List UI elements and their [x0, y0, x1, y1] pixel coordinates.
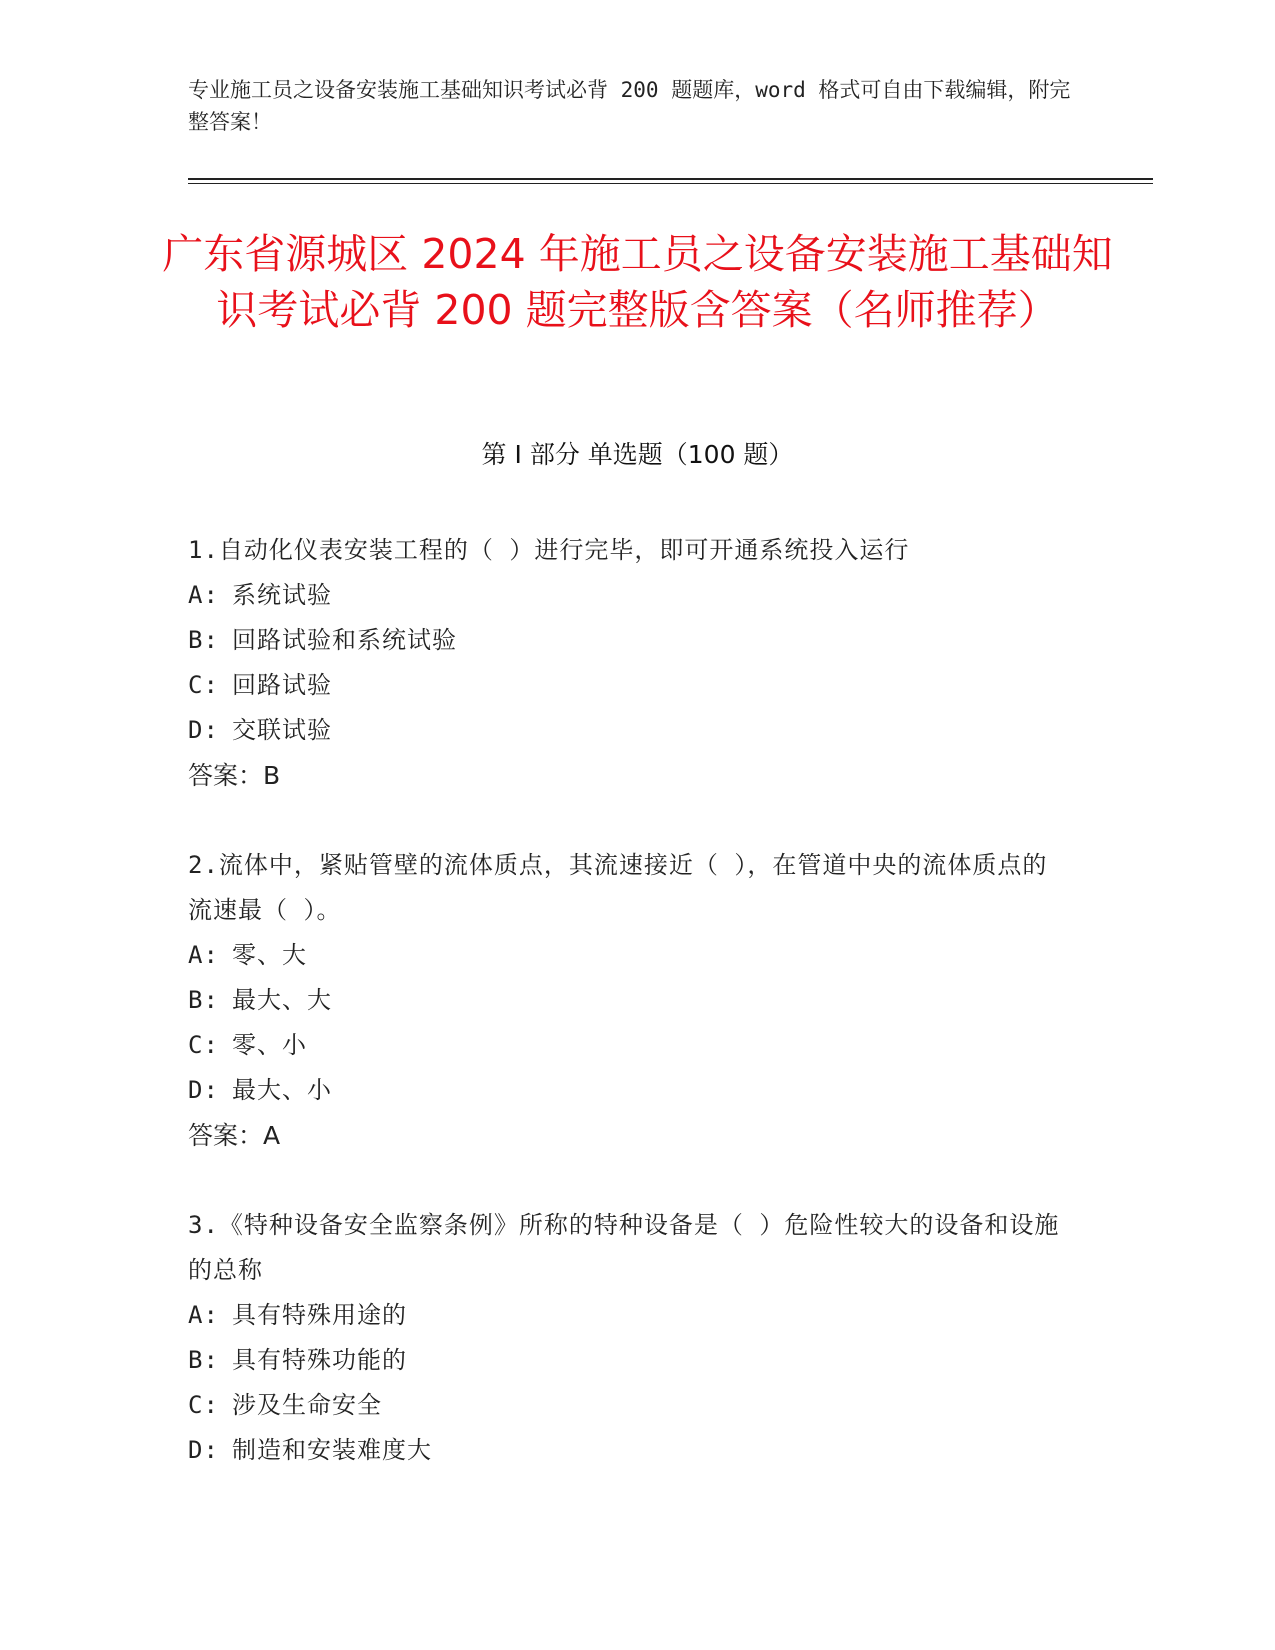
option-text: 零、小 [232, 1031, 307, 1059]
option-letter: D: [188, 1076, 219, 1104]
question-text: 1.自动化仪表安装工程的（ ）进行完毕，即可开通系统投入运行 [188, 536, 910, 564]
option-letter: B: [188, 1346, 219, 1374]
option-letter: A: [188, 941, 219, 969]
question-list [188, 528, 1068, 1518]
option-text: 最大、大 [232, 986, 332, 1014]
option-a [188, 933, 1068, 978]
option-c [188, 1023, 1068, 1068]
option-letter: B: [188, 626, 219, 654]
question-text: 3.《特种设备安全监察条例》所称的特种设备是（ ）危险性较大的设备和设施的总称 [188, 1211, 1060, 1284]
option-letter: A: [188, 1301, 219, 1329]
option-letter: C: [188, 1031, 219, 1059]
option-letter: D: [188, 716, 219, 744]
option-text: 零、大 [232, 941, 307, 969]
option-a [188, 1293, 1068, 1338]
option-a [188, 573, 1068, 618]
document-title: 广东省源城区 2024 年施工员之设备安装施工基础知识考试必背 200 题完整版含答案（名师推荐） [162, 230, 1113, 334]
header-divider-thick [188, 178, 1153, 180]
option-text: 涉及生命安全 [232, 1391, 382, 1419]
header-note: 专业施工员之设备安装施工基础知识考试必背 200 题题库，word 格式可自由下载编辑，附完整答案！ [188, 78, 1071, 134]
option-text: 系统试验 [232, 581, 332, 609]
option-text: 制造和安装难度大 [232, 1436, 432, 1464]
option-d [188, 708, 1068, 753]
option-text: 最大、小 [232, 1076, 332, 1104]
section-heading: 第 I 部分 单选题（100 题） [481, 440, 794, 469]
option-text: 回路试验 [232, 671, 332, 699]
question-1 [188, 528, 1068, 798]
option-letter: C: [188, 1391, 219, 1419]
header-divider-thin [188, 183, 1153, 184]
option-b [188, 978, 1068, 1023]
option-b [188, 1338, 1068, 1383]
question-2 [188, 843, 1068, 1158]
question-text: 2.流体中，紧贴管壁的流体质点，其流速接近（ ），在管道中央的流体质点的流速最（ ）。 [188, 851, 1048, 924]
option-text: 交联试验 [232, 716, 332, 744]
option-letter: A: [188, 581, 219, 609]
option-letter: C: [188, 671, 219, 699]
option-text: 具有特殊功能的 [232, 1346, 407, 1374]
answer-line: 答案：B [188, 761, 281, 790]
option-d [188, 1428, 1068, 1473]
option-b [188, 618, 1068, 663]
question-3 [188, 1203, 1068, 1473]
answer-line: 答案：A [188, 1121, 281, 1150]
option-d [188, 1068, 1068, 1113]
option-text: 具有特殊用途的 [232, 1301, 407, 1329]
option-letter: D: [188, 1436, 219, 1464]
option-c [188, 663, 1068, 708]
option-letter: B: [188, 986, 219, 1014]
option-c [188, 1383, 1068, 1428]
option-text: 回路试验和系统试验 [232, 626, 457, 654]
